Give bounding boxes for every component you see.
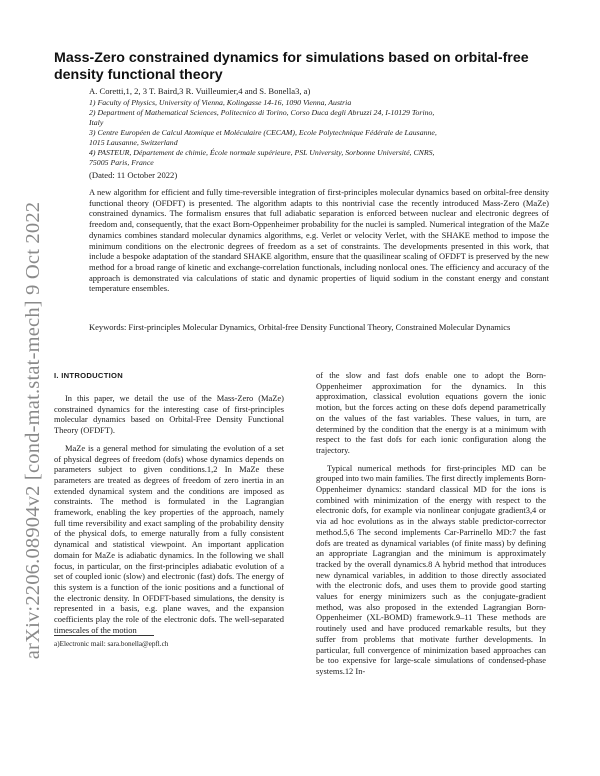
- affiliation-line: 4) PASTEUR, Département de chimie, École normale supérieure, PSL University, Sorbonne Université, CNRS,: [89, 147, 435, 157]
- right-column: [316, 370, 546, 677]
- affiliations: [89, 98, 559, 168]
- author-list: A. Coretti,1, 2, 3 T. Baird,3 R. Vuilleumier,4 and S. Bonella3, a): [89, 86, 311, 96]
- author-block: [89, 86, 559, 168]
- paragraph: Typical numerical methods for first-principles MD can be grouped into two main families. The first directly implements Born-Oppenheimer dynamics: standard classical MD for the ions is combined with minimization of the energy with respect to the electronic dofs, for example via nonlinear conjugate gradient3,4 or via ad hoc evolutions as in the always stable predictor-corrector method.5,6 The second implements Car-Parrinello MD:7 the fast dofs are treated as dynamical variables (of finite mass) by defining an appropriate Lagrangian and the minimum is approximately tracked by the overall dynamics.8 A hybrid method that introduces new dynamical variables, in addition to those directly associated with the electronic dofs, and uses them to provide good starting values for energy minimizers such as the conjugate-gradient method, was also proposed in the extended Lagrangian Born-Oppenheimer (XL-BOMD) framework.9–11 These methods are routinely used and have produced remarkable results, but they suffer from problems that motivate further developments. In particular, full convergence of minimization based approaches can be too expensive for large-scale simulations of condensed-phase systems.12 In-: [316, 462, 546, 676]
- abstract: A new algorithm for efficient and fully time-reversible integration of first-principles molecular dynamics based on orbital-free density functional theory (OFDFT) is presented. The algorithm adapts to this nontrivial case the recently introduced Mass-Zero (MaZe) constrained dynamics. The formalism ensures that full adiabatic separation is enforced between nuclear and electronic degrees of freedom and, consequently, that the exact Born-Oppenheimer probability for the nuclei is sampled. Numerical integration of the MaZe dynamics combines standard molecular dynamics algorithms, e.g. Verlet or velocity Verlet, with the SHAKE method to impose the minimum conditions on the electronic degrees of freedom as a set of constraints. The developments presented in this work, that include a bespoke adaptation of the standard SHAKE algorithm, ensure that the quasilinear scaling of OFDFT is preserved by the new method for a broad range of kinetic and exchange-correlation functionals, including nonlocal ones. The efficiency and accuracy of the approach is demonstrated via calculations of static and dynamic properties of liquid sodium in the constant energy and constant temperature ensembles.: [89, 187, 549, 294]
- paragraph: MaZe is a general method for simulating the evolution of a set of physical degrees of freedom (dofs) whose dynamics depends on parameters subject to given conditions.1,2 In MaZe these parameters are treated as degrees of freedom of zero inertia in an extended dynamical system and the conditions are imposed as constraints. The method is formulated in the Lagrangian framework, enabling the key properties of the approach, namely full time reversibility and exact sampling of the probability density of the physical dofs, to emerge naturally from a fully consistent dynamical and statistical viewpoint. An important application domain for MaZe is adiabatic dynamics. In the following we shall focus, in particular, on the first-principles adiabatic evolution of a set of coupled ionic (slow) and electronic (fast) dofs. The energy of this system is a function of the ionic positions and a functional of the electronic density. In OFDFT-based simulations, the density is represented in a basis, e.g. plane waves, and the expansion coefficients play the role of the electronic dofs. The well-separated timescales of the motion: [54, 442, 284, 635]
- affiliation-line: 75005 Paris, France: [89, 157, 154, 167]
- left-column: [54, 393, 284, 635]
- affiliation-line: Italy: [89, 117, 104, 127]
- footnote: a)Electronic mail: sara.bonella@epfl.ch: [54, 640, 169, 648]
- paragraph: of the slow and fast dofs enable one to adopt the Born-Oppenheimer approximation for the dynamics. In this approximation, classical evolution equations govern the ionic motion, but the forces acting on these dofs depend parametrically on the values of the fast variables. These values, in turn, are determined by the condition that the energy is at a minimum with respect to the fast dofs for each ionic configuration along the trajectory.: [316, 370, 546, 455]
- affiliation-line: 2) Department of Mathematical Sciences, Politecnico di Torino, Corso Duca degli Abruzzi 24, I-10129 Torino,: [89, 107, 435, 117]
- paper-title: Mass-Zero constrained dynamics for simulations based on orbital-free density functional theory: [54, 50, 529, 83]
- affiliation-line: 3) Centre Européen de Calcul Atomique et Moléculaire (CECAM), Ecole Polytechnique Fédérale de Lausanne,: [89, 127, 437, 137]
- arxiv-stamp-text: arXiv:2206.08904v2 [cond-mat.stat-mech] 9 Oct 2022: [22, 201, 45, 659]
- keywords: Keywords: First-principles Molecular Dynamics, Orbital-free Density Functional Theory, Constrained Molecular Dynamics: [89, 322, 511, 332]
- affiliation-line: 1015 Lausanne, Switzerland: [89, 137, 178, 147]
- section-heading: I. INTRODUCTION: [54, 371, 124, 380]
- dated-line: (Dated: 11 October 2022): [89, 170, 178, 180]
- paragraph: In this paper, we detail the use of the Mass-Zero (MaZe) constrained dynamics for the interesting case of first-principles molecular dynamics based on Orbital-Free Density Functional Theory (OFDFT).: [54, 393, 284, 436]
- affiliation-line: 1) Faculty of Physics, University of Vienna, Kolingasse 14-16, 1090 Vienna, Austria: [89, 97, 352, 107]
- footnote-rule: [54, 635, 154, 636]
